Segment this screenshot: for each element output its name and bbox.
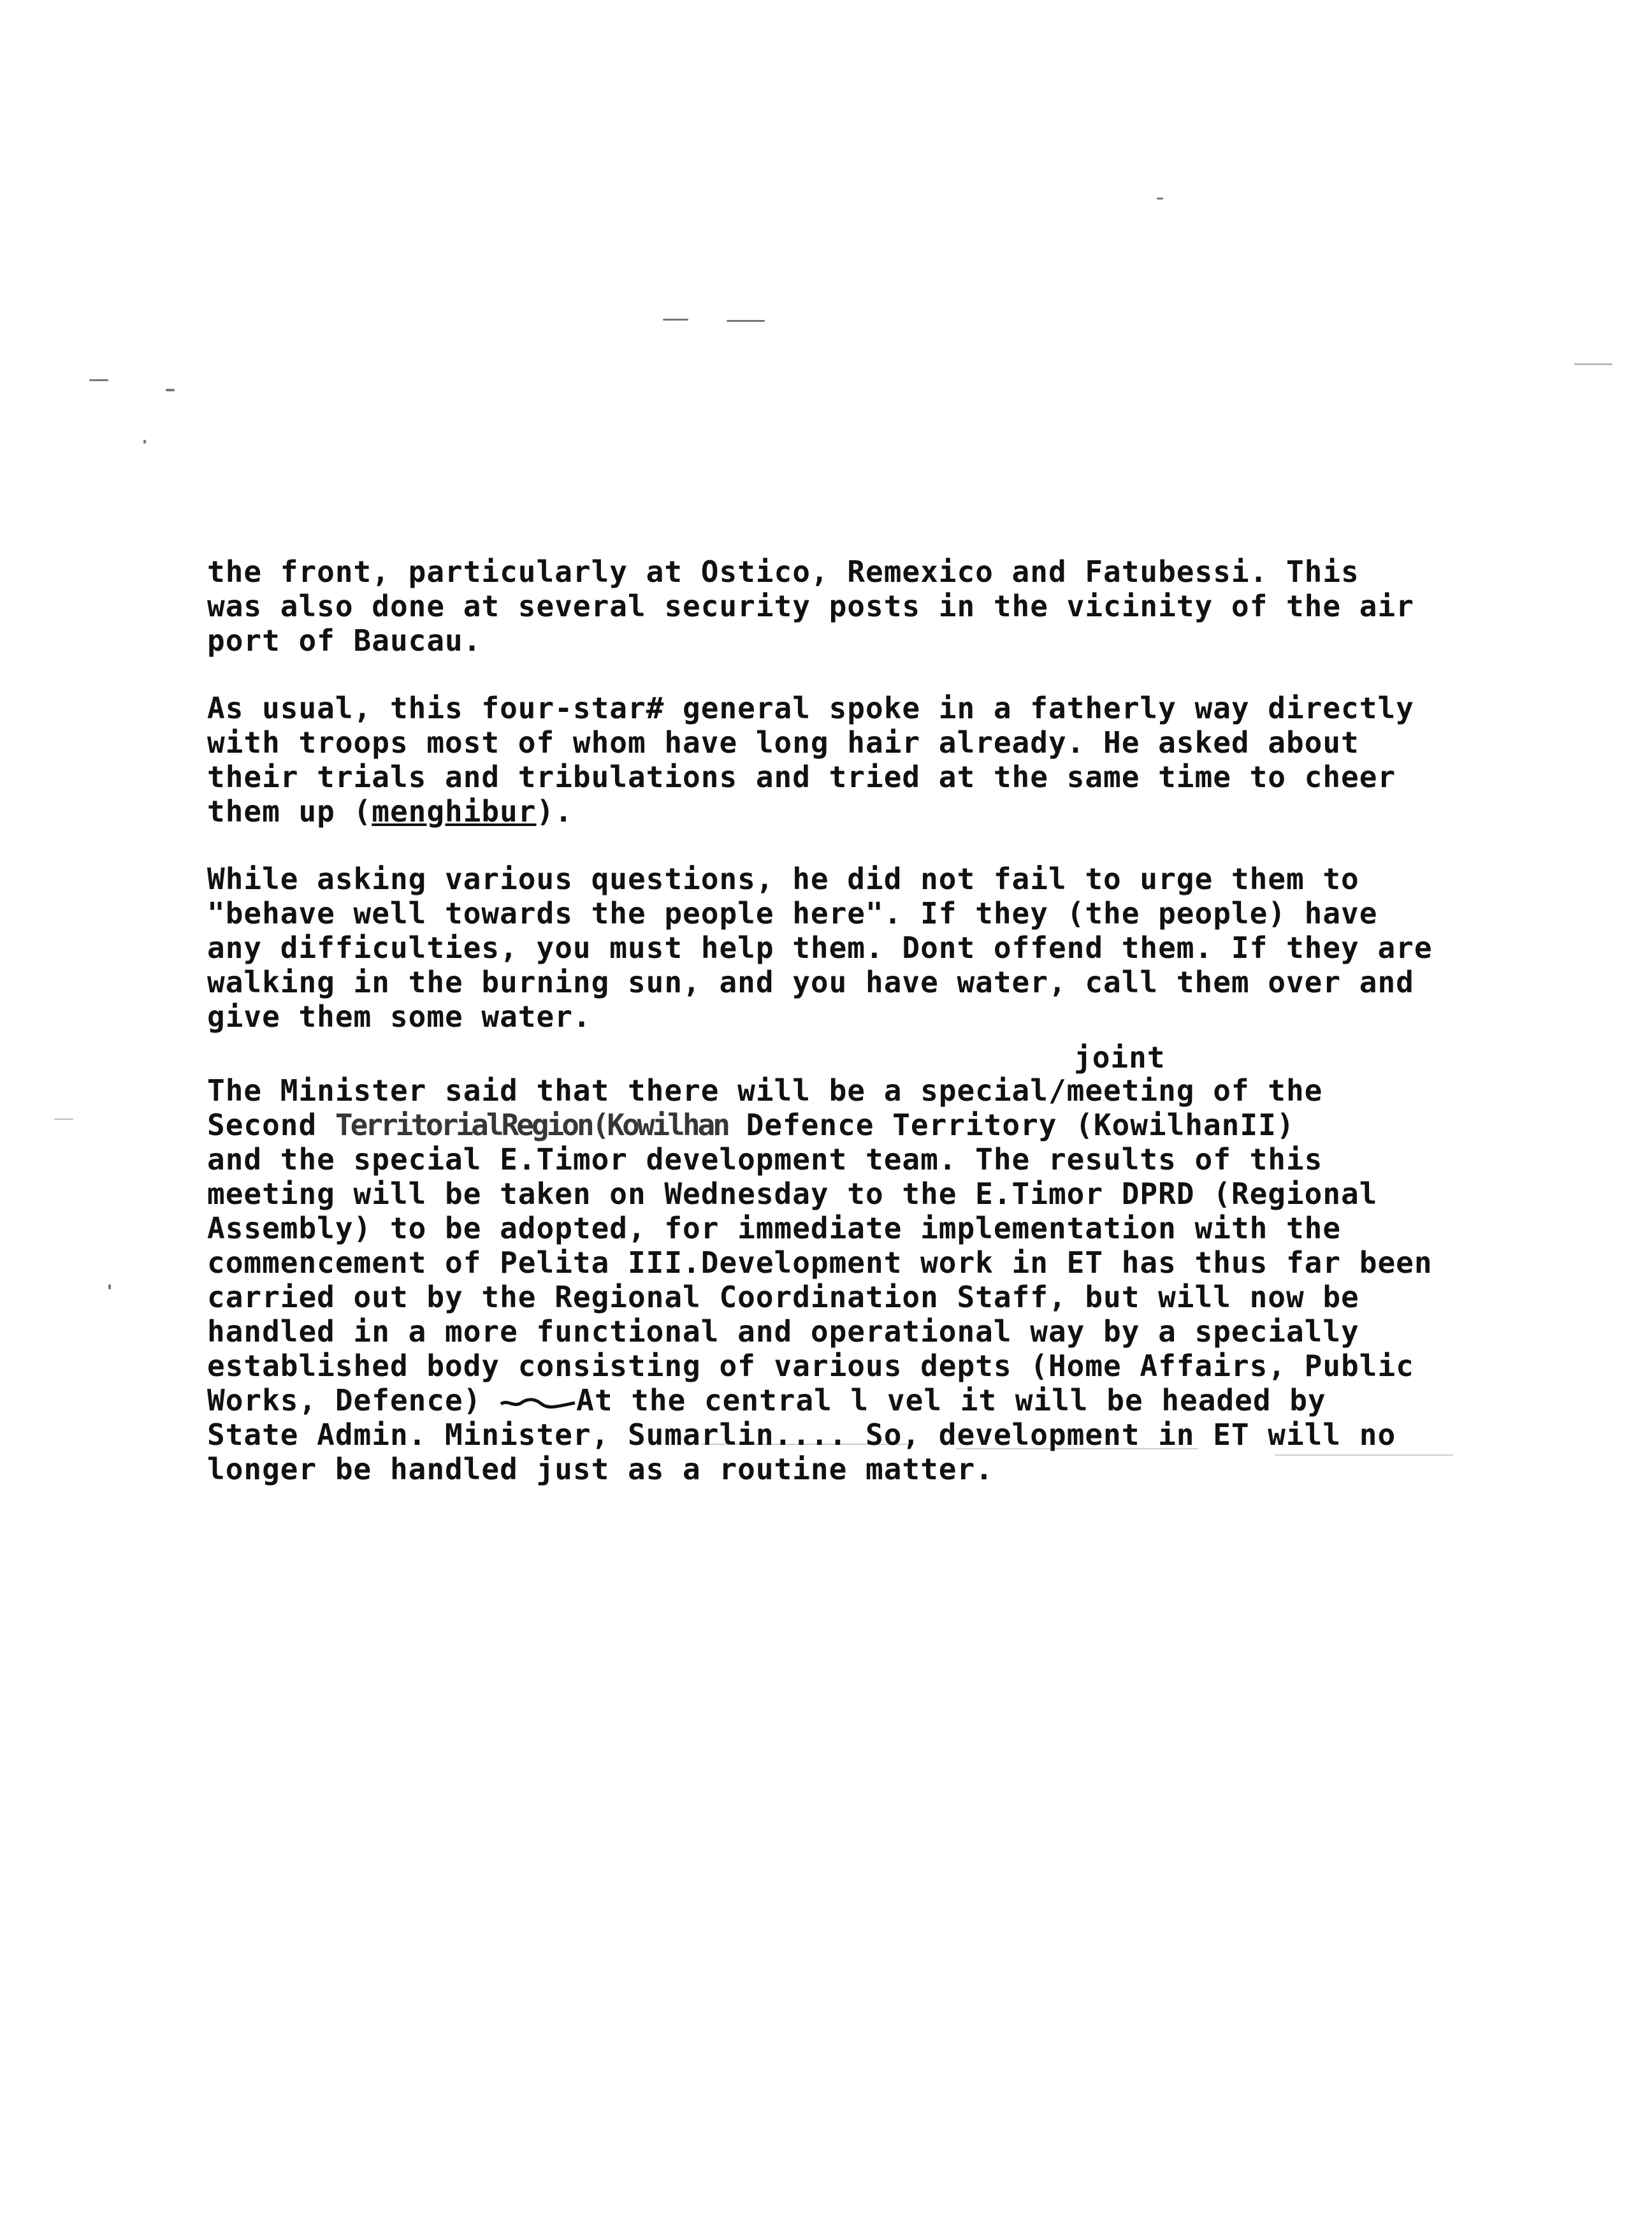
text-line	[207, 794, 1520, 829]
scan-speck	[108, 1284, 111, 1289]
text-line: give them some water.	[207, 999, 591, 1034]
scan-speck	[727, 320, 765, 322]
scan-speck	[166, 389, 175, 391]
text-line: the front, particularly at Ostico, Remexico and Fatubessi. This	[207, 554, 1359, 589]
scan-speck	[89, 379, 108, 381]
scan-speck	[1157, 198, 1163, 199]
text-line: longer be handled just as a routine matter.	[207, 1452, 994, 1486]
paragraph-1	[207, 554, 1520, 658]
text-line	[207, 1108, 1520, 1142]
underlined-term: menghibur	[372, 794, 537, 829]
text-line: their trials and tribulations and tried at the same time to cheer	[207, 760, 1396, 794]
text-line: was also done at several security posts in the vicinity of the air	[207, 589, 1414, 623]
text-line	[207, 1383, 1520, 1417]
text-line: Assembly) to be adopted, for immediate implementation with the	[207, 1211, 1342, 1245]
text-fragment: ).	[536, 794, 573, 829]
text-line: handled in a more functional and operational way by a specially	[207, 1314, 1359, 1349]
text-line: State Admin. Minister, Sumarlin.... So, development in ET will no	[207, 1417, 1396, 1452]
text-line: The Minister said that there will be a special/meeting of the	[207, 1073, 1323, 1108]
paragraph-3	[207, 862, 1520, 1034]
text-line: port of Baucau.	[207, 623, 482, 658]
interlinear-insert: joint	[1074, 1040, 1166, 1075]
text-line: commencement of Pelita III.Development work in ET has thus far been	[207, 1245, 1433, 1280]
body-text	[207, 554, 1520, 1519]
text-line: While asking various questions, he did not fail to urge them to	[207, 862, 1359, 896]
paragraph-4	[207, 1041, 1520, 1486]
scan-speck	[143, 440, 146, 444]
struck-out-text: TerritorialRegion(Kowilhan	[335, 1108, 728, 1142]
scan-speck	[54, 1119, 73, 1120]
text-fragment: them up (	[207, 794, 372, 829]
text-fragment: Second	[207, 1108, 335, 1142]
text-line: meeting will be taken on Wednesday to the E.Timor DPRD (Regional	[207, 1177, 1378, 1211]
paragraph-2	[207, 691, 1520, 829]
text-line: and the special E.Timor development team. The results of this	[207, 1142, 1323, 1177]
scan-speck	[1574, 363, 1612, 365]
text-fragment: At the central l vel it will be headed by	[576, 1383, 1326, 1417]
text-line: As usual, this four-star# general spoke in a fatherly way directly	[207, 691, 1414, 725]
text-fragment: Defence Territory (KowilhanII)	[727, 1108, 1295, 1142]
text-line: walking in the burning sun, and you have water, call them over and	[207, 965, 1414, 999]
text-line: established body consisting of various depts (Home Affairs, Public	[207, 1349, 1414, 1383]
scribble-mark	[500, 1396, 576, 1409]
text-fragment: Works, Defence)	[207, 1383, 482, 1417]
scan-speck	[663, 319, 688, 321]
text-line: with troops most of whom have long hair already. He asked about	[207, 725, 1359, 760]
text-line: "behave well towards the people here". If they (the people) have	[207, 896, 1378, 931]
text-line: carried out by the Regional Coordination Staff, but will now be	[207, 1280, 1359, 1314]
text-line: any difficulties, you must help them. Dont offend them. If they are	[207, 931, 1433, 965]
